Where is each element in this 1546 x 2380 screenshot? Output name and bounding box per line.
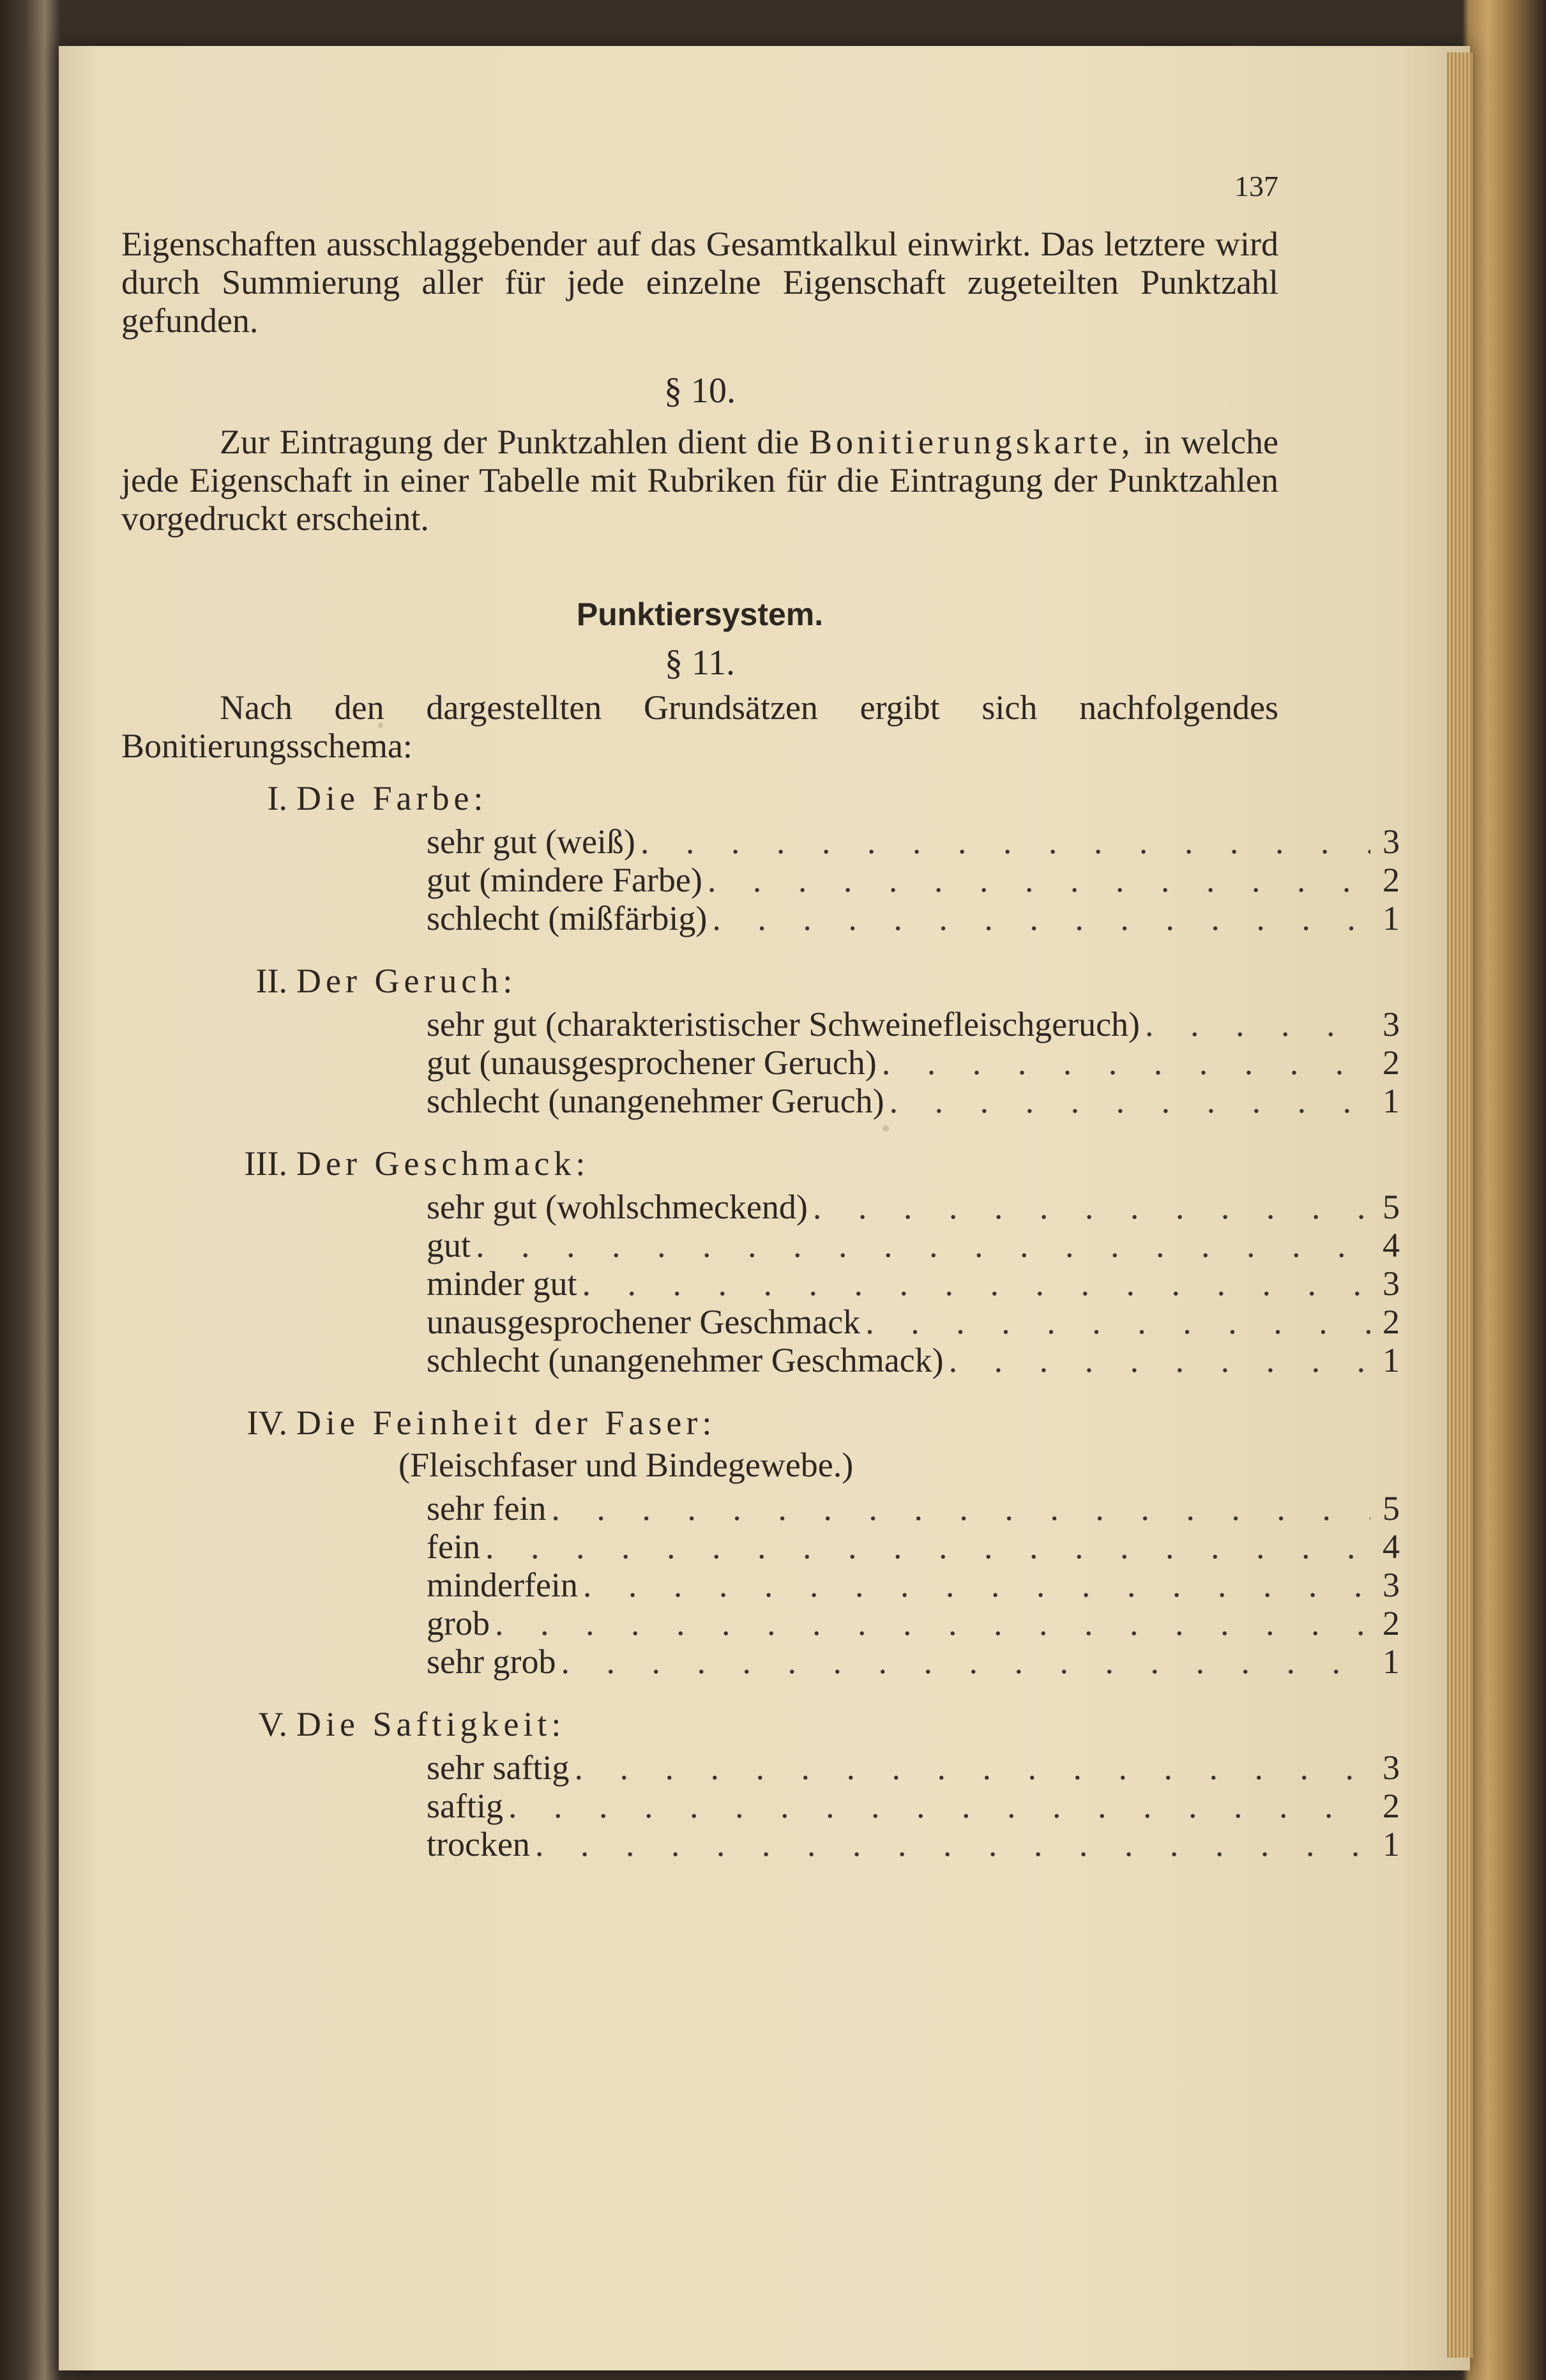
- grade-points: 3: [1383, 822, 1400, 861]
- grade-row: [427, 1082, 1400, 1120]
- grade-points: 5: [1383, 1489, 1400, 1527]
- grade-label: saftig: [427, 1787, 503, 1825]
- grade-points: 3: [1383, 1748, 1400, 1787]
- category-2: [121, 962, 1400, 1120]
- category-title: [243, 779, 1278, 817]
- dot-leader: [865, 1303, 1370, 1341]
- grade-points: 4: [1383, 1527, 1400, 1566]
- section-10-paragraph: [121, 423, 1278, 538]
- grade-points: 2: [1383, 861, 1400, 899]
- category-number: II.: [255, 962, 287, 1000]
- category-name: Der Geruch:: [296, 962, 517, 1000]
- dot-leader: [535, 1825, 1370, 1863]
- grade-label: sehr gut (charakteristischer Schweinefleischgeruch): [427, 1005, 1141, 1043]
- category-name: Die Feinheit der Faser:: [296, 1404, 716, 1442]
- category-items: [243, 1188, 1400, 1379]
- category-name: Die Farbe:: [296, 779, 488, 817]
- grade-label: gut (unausgesprochener Geruch): [427, 1043, 877, 1082]
- grade-points: 1: [1383, 1082, 1400, 1120]
- category-title: [243, 1144, 1278, 1183]
- intro-line-2: Das letztere wird durch Summierung aller für jede einzelne Eigenschaft: [121, 225, 1279, 301]
- page-edge: [1447, 52, 1473, 2358]
- category-title: [243, 1705, 1278, 1743]
- grade-points: 1: [1383, 1825, 1400, 1863]
- category-name: Die Saftigkeit:: [296, 1705, 566, 1743]
- grade-label: sehr grob: [427, 1642, 556, 1681]
- category-number: I.: [267, 779, 287, 817]
- book-page: [59, 46, 1470, 2370]
- dot-leader: [574, 1748, 1370, 1787]
- category-title: [243, 962, 1278, 1000]
- grade-points: 4: [1383, 1226, 1400, 1264]
- category-number: III.: [244, 1144, 287, 1183]
- dot-leader: [582, 1264, 1370, 1303]
- grade-row: [427, 1642, 1400, 1681]
- dot-leader: [551, 1489, 1370, 1527]
- category-3: [121, 1144, 1400, 1379]
- grade-points: 1: [1383, 899, 1400, 937]
- intro-line-3: zugeteilten Punktzahl gefunden.: [121, 263, 1278, 340]
- grade-label: sehr saftig: [427, 1748, 570, 1787]
- category-5: [121, 1705, 1400, 1863]
- category-items: [243, 1005, 1400, 1120]
- grade-points: 5: [1383, 1188, 1400, 1226]
- grade-row: [427, 1787, 1400, 1825]
- grade-row: [427, 1005, 1400, 1043]
- grade-label: sehr gut (weiß): [427, 822, 635, 861]
- category-subtitle: (Fleischfaser und Bindegewebe.): [398, 1446, 854, 1484]
- grade-label: trocken: [427, 1825, 530, 1863]
- grade-label: fein: [427, 1527, 480, 1566]
- grade-points: 1: [1383, 1642, 1400, 1681]
- category-4: [121, 1404, 1400, 1681]
- grade-row: [427, 861, 1400, 899]
- grade-row: [427, 1226, 1400, 1264]
- category-title: [243, 1404, 1278, 1442]
- grade-label: schlecht (unangenehmer Geschmack): [427, 1341, 944, 1379]
- dot-leader: [476, 1226, 1370, 1264]
- dot-leader: [890, 1082, 1370, 1120]
- grade-points: 3: [1383, 1566, 1400, 1604]
- grade-points: 2: [1383, 1787, 1400, 1825]
- grade-label: gut (mindere Farbe): [427, 861, 702, 899]
- page-number: 137: [1234, 170, 1278, 202]
- dot-leader: [712, 899, 1370, 937]
- grade-points: 2: [1383, 1303, 1400, 1341]
- schema-intro: Nach den dargestellten Grundsätzen ergibt sich nachfolgendes Bonitierungsschema:: [121, 688, 1278, 765]
- category-name: Der Geschmack:: [296, 1144, 590, 1183]
- bonitierungsschema: [121, 779, 1400, 1863]
- category-items: [243, 822, 1400, 937]
- grade-row: [427, 1825, 1400, 1863]
- grade-row: [427, 1043, 1400, 1082]
- category-1: [121, 779, 1400, 937]
- intro-line-1: Eigenschaften ausschlaggebender auf das Gesamtkalkul einwirkt.: [121, 225, 1031, 263]
- section-11-heading: § 11.: [665, 643, 735, 683]
- grade-row: [427, 1489, 1400, 1527]
- grade-row: [427, 1748, 1400, 1787]
- grade-row: [427, 1604, 1400, 1642]
- grade-row: [427, 1264, 1400, 1303]
- category-number: V.: [258, 1705, 287, 1743]
- grade-row: [427, 1188, 1400, 1226]
- grade-row: [427, 822, 1400, 861]
- grade-row: [427, 1303, 1400, 1341]
- section-10-text-spaced: Bonitierungskarte,: [808, 423, 1134, 461]
- grade-label: minder gut: [427, 1264, 577, 1303]
- grade-label: grob: [427, 1604, 490, 1642]
- intro-paragraph: [121, 225, 1278, 340]
- grade-label: minderfein: [427, 1566, 578, 1604]
- section-10-text-rest: in welche jede Eigenschaft in einer Tabelle mit Rubriken für die Eintragung der Punktzahlen vorgedruckt erscheint.: [121, 423, 1278, 538]
- category-number: IV.: [246, 1404, 287, 1442]
- dot-leader: [583, 1566, 1370, 1604]
- text-area: [121, 170, 1400, 1863]
- dot-leader: [485, 1527, 1370, 1566]
- dot-leader: [640, 822, 1370, 861]
- punktiersystem-title: Punktiersystem.: [576, 596, 824, 632]
- grade-points: 1: [1383, 1341, 1400, 1379]
- grade-points: 2: [1383, 1604, 1400, 1642]
- grade-label: gut: [427, 1226, 471, 1264]
- grade-label: schlecht (unangenehmer Geruch): [427, 1082, 884, 1120]
- grade-points: 3: [1383, 1264, 1400, 1303]
- dot-leader: [1145, 1005, 1370, 1043]
- grade-row: [427, 899, 1400, 937]
- grade-row: [427, 1527, 1400, 1566]
- grade-label: sehr gut (wohlschmeckend): [427, 1188, 808, 1226]
- category-items: [243, 1748, 1400, 1863]
- grade-row: [427, 1566, 1400, 1604]
- dot-leader: [708, 861, 1370, 899]
- grade-label: sehr fein: [427, 1489, 547, 1527]
- section-10-heading: § 10.: [664, 371, 736, 411]
- category-items: [243, 1489, 1400, 1681]
- grade-points: 3: [1383, 1005, 1400, 1043]
- dot-leader: [508, 1787, 1370, 1825]
- grade-label: unausgesprochener Geschmack: [427, 1303, 861, 1341]
- grade-points: 2: [1383, 1043, 1400, 1082]
- grade-label: schlecht (mißfärbig): [427, 899, 708, 937]
- section-10-text-start: Zur Eintragung der Punktzahlen dient die: [220, 423, 809, 461]
- dot-leader: [561, 1642, 1370, 1681]
- dot-leader: [495, 1604, 1370, 1642]
- dot-leader: [949, 1341, 1370, 1379]
- dot-leader: [882, 1043, 1370, 1082]
- grade-row: [427, 1341, 1400, 1379]
- dot-leader: [813, 1188, 1370, 1226]
